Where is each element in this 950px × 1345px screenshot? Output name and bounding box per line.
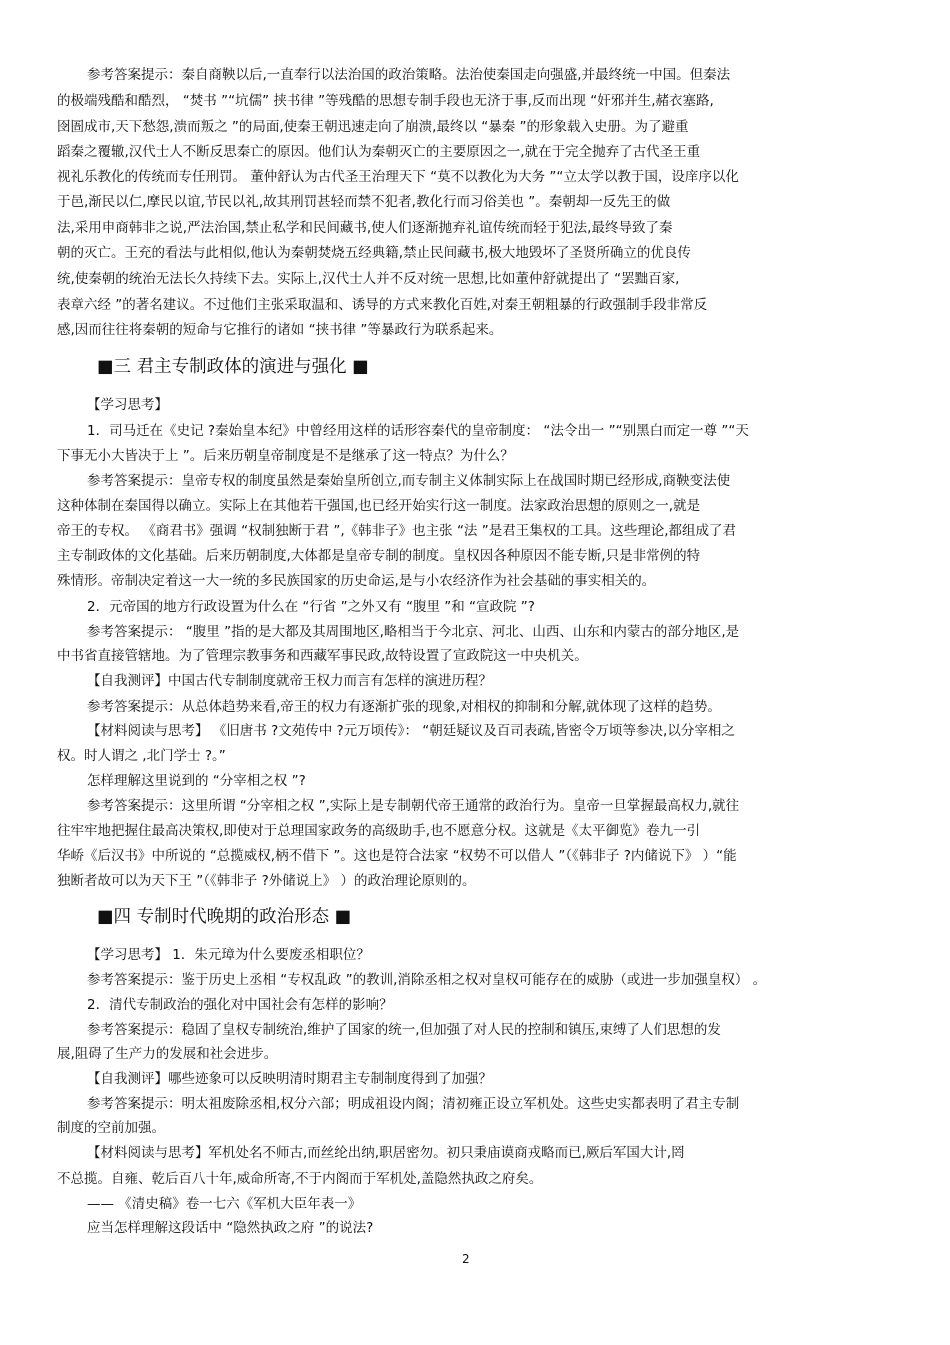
text-line: 展,阻碍了生产力的发展和社会进步。	[57, 1046, 278, 1062]
text-line: 蹈秦之覆辙,汉代士人不断反思秦亡的原因。他们认为秦朝灭亡的主要原因之一,就在于完全抛弃了古代圣王重	[57, 144, 701, 160]
text-line: 主专制政体的文化基础。后来历朝制度,大体都是皇帝专制的制度。皇权因各种原因不能专断,只是非常例的特	[57, 548, 701, 564]
text-line: 【材料阅读与思考】军机处名不师古,而丝纶出纳,职居密勿。初只秉庙谟商戎略而已,厥后军国大计,罔	[87, 1145, 685, 1161]
text-line: 参考答案提示：稳固了皇权专制统治,维护了国家的统一,但加强了对人民的控制和镇压,束缚了人们思想的发	[87, 1022, 721, 1038]
section-heading: ■三 君主专制政体的演进与强化 ■	[97, 357, 369, 377]
text-line: 【学习思考】	[87, 397, 168, 413]
text-line: 下事无小大皆决于上 ”。后来历朝皇帝制度是不是继承了这一特点？为什么？	[57, 448, 514, 464]
text-line: 参考答案提示：从总体趋势来看,帝王的权力有逐渐扩张的现象,对相权的抑制和分解,就体现了这样的趋势。	[87, 699, 721, 715]
text-line: 这种体制在秦国得以确立。实际上在其他若干强国,也已经开始实行这一制度。法家政治思想的原则之一,就是	[57, 498, 701, 514]
text-line: 参考答案提示：明太祖废除丞相,权分六部；明成祖设内阁；清初雍正设立军机处。这些史实都表明了君主专制	[87, 1096, 740, 1112]
text-line: 的极端残酷和酷烈， “焚书 ”“坑儒” 挟书律 ”等残酷的思想专制手段也无济于事,反而出现 “奸邪并生,赭衣塞路,	[57, 93, 714, 109]
text-line: 往牢牢地把握住最高决策权,即使对于总理国家政务的高级助手,也不愿意分权。这就是《太平御览》卷九一引	[57, 823, 701, 839]
text-line: 中书省直接管辖地。为了管理宗教事务和西藏军事民政,故特设置了宣政院这一中央机关。	[57, 648, 588, 664]
text-line: 华峤《后汉书》中所说的 “总揽威权,柄不借下 ”。这也是符合法家 “权势不可以借人 ”（《韩非子 ?内储说下》 ）“能	[57, 848, 737, 864]
text-line: 【学习思考】 1．朱元璋为什么要废丞相职位？	[87, 947, 370, 963]
text-line: 参考答案提示：皇帝专权的制度虽然是秦始皇所创立,而专制主义体制实际上在战国时期已经形成,商鞅变法使	[87, 473, 731, 489]
text-line: 参考答案提示：鉴于历史上丞相 “专权乱政 ”的教训,消除丞相之权对皇权可能存在的威胁（或进一步加强皇权） 。	[87, 972, 767, 988]
text-line: 【自我测评】中国古代专制制度就帝王权力而言有怎样的演进历程？	[87, 673, 492, 689]
text-line: 法,采用申商韩非之说,严法治国,禁止私学和民间藏书,使人们逐渐抛弃礼谊传统而轻于犯法,最终导致了秦	[57, 220, 673, 236]
page-number: 2	[462, 1252, 470, 1266]
text-line: 朝的灭亡。王充的看法与此相似,他认为秦朝焚烧五经典籍,禁止民间藏书,极大地毁坏了圣贤所确立的优良传	[57, 245, 691, 261]
text-line: 参考答案提示： “腹里 ”指的是大都及其周围地区,略相当于今北京、河北、山西、山东和内蒙古的部分地区,是	[87, 624, 740, 640]
section-heading: ■四 专制时代晚期的政治形态 ■	[97, 907, 352, 927]
text-line: 视礼乐教化的传统而专任刑罚。 董仲舒认为古代圣王治理天下 “莫不以教化为大务 ”“立太学以教于国，设庠序以化	[57, 169, 739, 185]
text-line: 2．元帝国的地方行政设置为什么在 “行省 ”之外又有 “腹里 ”和 “宣政院 ”?	[87, 599, 535, 615]
text-line: 【自我测评】哪些迹象可以反映明清时期君主专制制度得到了加强？	[87, 1071, 492, 1087]
text-line: 不总揽。自雍、乾后百八十年,威命所寄,不于内阁而于军机处,盖隐然执政之府矣。	[57, 1171, 543, 1187]
text-line: 囹圄成市,天下愁怨,溃而叛之 ”的局面,使秦王朝迅速走向了崩溃,最终以 “暴秦 ”的形象载入史册。为了避重	[57, 119, 689, 135]
text-line: 表章六经 ”的著名建议。不过他们主张采取温和、诱导的方式来教化百姓,对秦王朝粗暴的行政强制手段非常反	[57, 297, 708, 313]
text-line: 参考答案提示：这里所谓 “分宰相之权 ”,实际上是专制朝代帝王通常的政治行为。皇帝一旦掌握最高权力,就往	[87, 798, 740, 814]
text-line: 【材料阅读与思考】 《旧唐书 ?文苑传中 ?元万顷传》： “朝廷疑议及百司表疏,皆密令万顷等参决,以分宰相之	[87, 723, 735, 739]
text-line: 帝王的专权。 《商君书》强调 “权制独断于君 ”,《韩非子》也主张 “法 ”是君王集权的工具。这些理论,都组成了君	[57, 523, 737, 539]
text-line: 2．清代专制政治的强化对中国社会有怎样的影响？	[87, 997, 393, 1013]
text-line: —— 《清史稿》卷一七六《军机大臣年表一》	[87, 1196, 362, 1212]
text-line: 参考答案提示：秦自商鞅以后,一直奉行以法治国的政治策略。法治使秦国走向强盛,并最终统一中国。但秦法	[87, 67, 731, 83]
text-line: 感,因而往往将秦朝的短命与它推行的诸如 “挟书律 ”等暴政行为联系起来。	[57, 322, 503, 338]
text-line: 权。时人谓之 ,北门学士 ?。”	[57, 748, 226, 764]
text-line: 应当怎样理解这段话中 “隐然执政之府 ”的说法?	[87, 1220, 374, 1236]
text-line: 殊情形。帝制决定着这一大一统的多民族国家的历史命运,是与小农经济作为社会基础的事实相关的。	[57, 573, 656, 589]
text-line: 怎样理解这里说到的 “分宰相之权 ”?	[87, 773, 306, 789]
text-line: 制度的空前加强。	[57, 1120, 165, 1136]
text-line: 统,使秦朝的统治无法长久持续下去。实际上,汉代士人并不反对统一思想,比如董仲舒就提出了 “罢黜百家,	[57, 271, 680, 287]
text-line: 1．司马迁在《史记 ?秦始皇本纪》中曾经用这样的话形容秦代的皇帝制度： “法令出一 ”“别黑白而定一尊 ”“天	[87, 423, 749, 439]
text-line: 独断者故可以为天下王 ”（《韩非子 ?外储说上》 ）的政治理论原则的。	[57, 873, 476, 889]
text-line: 于邑,渐民以仁,摩民以谊,节民以礼,故其刑罚甚轻而禁不犯者,教化行而习俗美也 ”。秦朝却一反先王的做	[57, 194, 671, 210]
